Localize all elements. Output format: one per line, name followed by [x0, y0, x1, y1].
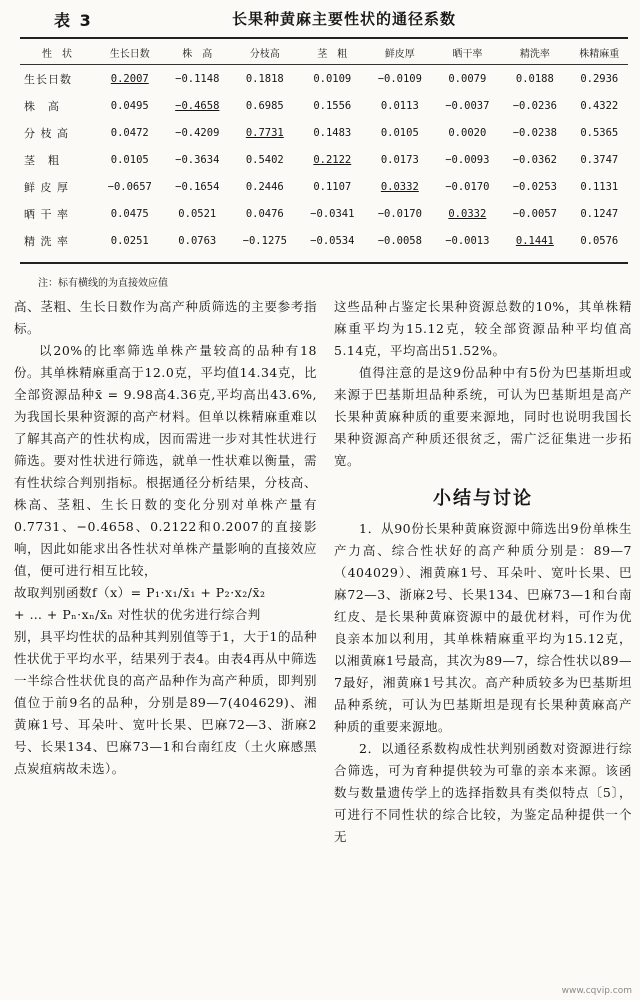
row-label: 生长日数 — [24, 72, 72, 86]
paragraph: 值得注意的是这9份品种中有5份为巴基斯坦或来源于巴基斯坦品种系统，可认为巴基斯坦是高产长果种黄麻种质的重要来源地，同时也说明我国长果种资源高产种质还很贫乏，需广泛征集进一步拓宽。 — [334, 365, 632, 468]
row-label: 分 枝 高 — [24, 126, 69, 140]
table-cell: 0.0763 — [178, 234, 217, 247]
row-label: 茎 粗 — [24, 153, 60, 167]
paragraph: 这些品种占鉴定长果种资源总数的10%，其单株精麻重平均为15.12克，较全部资源品种平均值高5.14克，平均高出51.52%。 — [334, 299, 632, 358]
table-cell: 0.1107 — [313, 180, 352, 193]
table-cell: −0.0170 — [445, 180, 490, 193]
table-cell: 0.2007 — [110, 72, 149, 85]
table-row — [18, 92, 630, 119]
table-caption: 长果种黄麻主要性状的通径系数 — [232, 10, 457, 28]
table-cell: −0.0362 — [512, 153, 557, 166]
table-cell: −0.0093 — [445, 153, 490, 166]
path-coefficient-table — [18, 39, 630, 254]
table-cell: 0.0105 — [110, 153, 149, 166]
table-cell: 0.2936 — [580, 72, 619, 85]
col-header: 分枝高 — [249, 48, 280, 60]
table-cell: 0.0495 — [110, 99, 149, 112]
table-cell: 0.0188 — [515, 72, 554, 85]
table-cell: 0.1441 — [515, 234, 554, 247]
table-cell: 0.6985 — [245, 99, 284, 112]
table-cell: −0.3634 — [175, 153, 220, 166]
col-header: 茎 粗 — [317, 48, 348, 60]
paragraph: 1．从90份长果种黄麻资源中筛选出9份单株生产力高、综合性状好的高产种质分别是：89—7（404029）、湘黄麻1号、耳朵叶、宽叶长果、巴麻72—3、浙麻2号、长果134、巴麻73—1和台南红皮、是长果种黄麻资源中的最优材料，可作为优良亲本加以利用，其单株精麻重平均为15.12克，以湘黄麻1号最高，其次为89—7，综合性状以89—7最好，湘黄麻1号其次。高产种质较多为巴基斯坦品种系统，可认为巴基斯坦是现有长果种黄麻高产种质的重要来源地。 — [334, 521, 632, 734]
table-cell: 0.1556 — [313, 99, 352, 112]
table-cell: −0.0013 — [445, 234, 490, 247]
table-cell: 0.7731 — [245, 126, 284, 139]
table-cell: 0.5365 — [580, 126, 619, 139]
table-cell: −0.1148 — [175, 72, 220, 85]
table-cell: 0.1247 — [580, 207, 619, 220]
row-label: 精 洗 率 — [24, 234, 69, 248]
table-cell: 0.4322 — [580, 99, 619, 112]
table-cell: 0.5402 — [245, 153, 284, 166]
table-cell: −0.0253 — [512, 180, 557, 193]
table-body — [18, 65, 630, 254]
paragraph: 2．以通径系数构成性状判别函数对资源进行综合筛选，可为育种提供较为可靠的亲本来源。该函数与数量遗传学上的选择指数具有类似特点〔5〕，可进行不同性状的综合比较，为鉴定品种提供一个无 — [334, 741, 632, 844]
table-cell: 0.2446 — [245, 180, 284, 193]
col-header: 性 状 — [42, 48, 72, 60]
row-label: 株 高 — [24, 99, 60, 113]
paragraph: 高、茎粗、生长日数作为高产种质筛选的主要参考指标。 — [14, 299, 317, 336]
table-cell: 0.0332 — [448, 207, 487, 220]
table-bottom-rule — [20, 262, 628, 264]
table-cell: 0.1483 — [313, 126, 352, 139]
paragraph: 别，具平均性状的品种其判别值等于1，大于1的品种性状优于平均水平，结果列于表4。由表4再从中筛选一半综合性状优良的高产品种作为高产种质，即判别值位于前9名的品种，分别是89—7(404629)、湘黄麻1号、耳朵叶、宽叶长果、巴麻72—3、浙麻2号、长果134、巴麻73—1和台南红皮（土火麻感黑点炭疽病故未选）。 — [14, 629, 317, 776]
table-cell: −0.0341 — [310, 207, 355, 220]
table-cell: 0.0521 — [178, 207, 217, 220]
table-cell: −0.1275 — [242, 234, 287, 247]
table-row — [18, 119, 630, 146]
table-header-row — [18, 39, 630, 65]
table-cell: −0.0057 — [512, 207, 557, 220]
col-header: 晒干率 — [452, 48, 483, 60]
watermark: www.cqvip.com — [561, 986, 632, 996]
discriminant-formula-continued: + … + Pₙ·xₙ/x̄ₙ 对性状的优劣进行综合判 — [14, 607, 261, 622]
table-cell: −0.0109 — [377, 72, 422, 85]
discriminant-formula: 故取判别函数f（x）= P₁·x₁/x̄₁ + P₂·x₂/x̄₂ — [14, 585, 266, 600]
table-cell: 0.1818 — [245, 72, 284, 85]
table-cell: −0.1654 — [175, 180, 220, 193]
table-cell: 0.3747 — [580, 153, 619, 166]
table-cell: −0.0238 — [512, 126, 557, 139]
table-title — [54, 8, 624, 34]
row-label: 晒 干 率 — [24, 207, 69, 221]
table-cell: 0.0020 — [448, 126, 487, 139]
table-cell: 0.0476 — [245, 207, 284, 220]
table-row — [18, 65, 630, 92]
table-cell: −0.0058 — [377, 234, 422, 247]
table-cell: −0.4658 — [175, 99, 220, 112]
left-text-column — [14, 296, 317, 780]
table-cell: 0.0113 — [380, 99, 419, 112]
table-cell: −0.0236 — [512, 99, 557, 112]
table-cell: 0.0332 — [380, 180, 419, 193]
table-cell: −0.0534 — [310, 234, 355, 247]
col-header: 生长日数 — [109, 48, 150, 60]
col-header: 精洗率 — [519, 48, 550, 60]
paragraph: 以20%的比率筛选单株产量较高的品种有18份。其单株精麻重高于12.0克，平均值14.34克，比全部资源品种x̄ = 9.98高4.36克,平均高出43.6%,为我国长果种资源的高产材料。但单以株精麻重难以了解其高产的性状构成，因而需进一步对其性状进行筛选。要对性状进行筛选，就单一性状难以衡量，需有性状综合判别指标。根据通径分析结果，分枝高、株高、茎粗、生长日数的变化分别对单株产量有0.7731、−0.4658、0.2122和0.2007的直接影响，因此如能求出各性状对单株产量影响的直接效应值，便可进行相互比较， — [14, 343, 317, 578]
table-cell: 0.0576 — [580, 234, 619, 247]
table-cell: 0.1131 — [580, 180, 619, 193]
table-cell: 0.0475 — [110, 207, 149, 220]
table-note: 注：标有横线的为直接效应值 — [38, 278, 168, 289]
table-cell: −0.0037 — [445, 99, 490, 112]
col-header: 株精麻重 — [579, 48, 620, 60]
table-cell: 0.0472 — [110, 126, 149, 139]
table-cell: −0.4209 — [175, 126, 220, 139]
table-cell: 0.0109 — [313, 72, 352, 85]
table-cell: 0.0173 — [380, 153, 419, 166]
right-text-column — [334, 296, 632, 848]
table-row — [18, 146, 630, 173]
table-cell: 0.0105 — [380, 126, 419, 139]
table-cell: 0.0079 — [448, 72, 487, 85]
section-heading: 小结与讨论 — [433, 488, 533, 509]
table-number: 表 3 — [54, 11, 93, 30]
col-header: 株 高 — [182, 48, 213, 60]
table-row — [18, 173, 630, 200]
table-row — [18, 227, 630, 254]
table-cell: −0.0657 — [107, 180, 152, 193]
table-cell: 0.0251 — [110, 234, 149, 247]
table-cell: 0.2122 — [313, 153, 352, 166]
table-row — [18, 200, 630, 227]
row-label: 鲜 皮 厚 — [24, 180, 69, 194]
table-cell: −0.0170 — [377, 207, 422, 220]
col-header: 鲜皮厚 — [384, 48, 415, 60]
